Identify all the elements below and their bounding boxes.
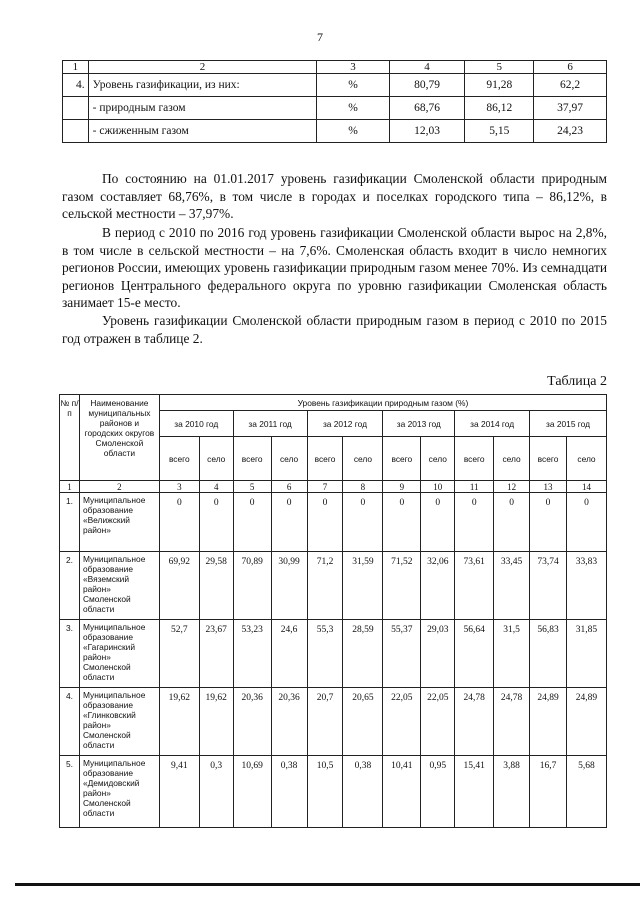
row-label: - природным газом	[88, 97, 317, 120]
table-row	[63, 74, 607, 97]
row-number: 4.	[63, 74, 89, 97]
row-value: 22,05	[383, 688, 421, 756]
header-year: за 2011 год	[233, 411, 307, 437]
header-total: всего	[455, 437, 494, 481]
column-index: 7	[307, 481, 343, 493]
row-value: 12,03	[389, 120, 465, 143]
table-row	[60, 493, 607, 552]
row-value: 0	[566, 493, 606, 552]
row-value: 19,62	[159, 688, 199, 756]
header-total: всего	[530, 437, 567, 481]
header-year: за 2014 год	[455, 411, 530, 437]
row-value: 91,28	[465, 74, 534, 97]
row-value: 80,79	[389, 74, 465, 97]
row-district-name: Муниципальное образование «Гагаринский район» Смоленской области	[79, 620, 159, 688]
header-rural: село	[343, 437, 383, 481]
paragraph	[62, 224, 607, 312]
row-value: 55,3	[307, 620, 343, 688]
row-value: 69,92	[159, 552, 199, 620]
column-index: 10	[421, 481, 455, 493]
row-value: 71,2	[307, 552, 343, 620]
row-value: 73,61	[455, 552, 494, 620]
row-value: 53,23	[233, 620, 271, 688]
row-value: 70,89	[233, 552, 271, 620]
table-header-row	[63, 61, 607, 74]
row-value: 19,62	[199, 688, 233, 756]
header-rural: село	[199, 437, 233, 481]
row-value: 0,38	[343, 756, 383, 828]
row-district-name: Муниципальное образование «Велижский район»	[79, 493, 159, 552]
row-value: 29,03	[421, 620, 455, 688]
column-index: 14	[566, 481, 606, 493]
paragraph-text: Уровень газификации Смоленской области природным газом в период с 2010 по 2015 год отражен в таблице 2.	[62, 313, 607, 346]
row-value: 0	[343, 493, 383, 552]
row-value: 23,67	[199, 620, 233, 688]
header-cell: 3	[317, 61, 389, 74]
header-group: Уровень газификации природным газом (%)	[159, 395, 606, 411]
footer-rule	[15, 883, 640, 886]
header-cell: 4	[389, 61, 465, 74]
column-index: 12	[494, 481, 530, 493]
gasification-summary-table	[62, 60, 607, 143]
header-year: за 2012 год	[307, 411, 383, 437]
column-index: 9	[383, 481, 421, 493]
row-value: 16,7	[530, 756, 567, 828]
paragraph	[62, 170, 607, 223]
column-index: 13	[530, 481, 567, 493]
row-label: Уровень газификации, из них:	[88, 74, 317, 97]
row-label: - сжиженным газом	[88, 120, 317, 143]
header-total: всего	[159, 437, 199, 481]
row-value: 0	[159, 493, 199, 552]
row-value: 0	[383, 493, 421, 552]
header-rural: село	[566, 437, 606, 481]
row-value: 24,78	[494, 688, 530, 756]
row-value: 86,12	[465, 97, 534, 120]
row-value: 0	[421, 493, 455, 552]
row-value: 5,68	[566, 756, 606, 828]
header-name: Наименование муниципальных районов и городских округов Смоленской области	[79, 395, 159, 481]
row-value: 62,2	[534, 74, 607, 97]
row-value: 0	[271, 493, 307, 552]
header-cell: 2	[88, 61, 317, 74]
header-cell: 1	[63, 61, 89, 74]
row-value: 24,6	[271, 620, 307, 688]
row-value: 31,5	[494, 620, 530, 688]
row-value: 73,74	[530, 552, 567, 620]
row-number: 3.	[60, 620, 80, 688]
row-value: 71,52	[383, 552, 421, 620]
row-number: 4.	[60, 688, 80, 756]
row-value: 29,58	[199, 552, 233, 620]
row-value: 24,89	[530, 688, 567, 756]
row-value: 20,36	[233, 688, 271, 756]
row-value: 0,3	[199, 756, 233, 828]
row-unit: %	[317, 120, 389, 143]
row-value: 20,7	[307, 688, 343, 756]
table-row	[60, 756, 607, 828]
row-value: 10,41	[383, 756, 421, 828]
row-value: 0,38	[271, 756, 307, 828]
row-value: 24,89	[566, 688, 606, 756]
table-row	[63, 97, 607, 120]
table-header-row	[60, 395, 607, 411]
row-value: 5,15	[465, 120, 534, 143]
row-value: 52,7	[159, 620, 199, 688]
table-row	[60, 620, 607, 688]
row-number: 1.	[60, 493, 80, 552]
header-num: № п/п	[60, 395, 80, 481]
row-value: 10,5	[307, 756, 343, 828]
header-cell: 6	[534, 61, 607, 74]
row-number: 5.	[60, 756, 80, 828]
row-value: 0	[233, 493, 271, 552]
row-unit: %	[317, 97, 389, 120]
row-district-name: Муниципальное образование «Глинковский район» Смоленской области	[79, 688, 159, 756]
paragraph	[62, 312, 607, 347]
column-index: 5	[233, 481, 271, 493]
row-value: 32,06	[421, 552, 455, 620]
paragraph-text: В период с 2010 по 2016 год уровень газификации Смоленской области вырос на 2,8%, в том числе в сельской местности – на 7,6%. Смоленская область входит в число немногих регионов России, имеющих уровень газификации природным газом менее 70%. Из семнадцати регионов Центрального федерального округа по уровню газификации Смоленская область занимает 15-е место.	[62, 225, 607, 310]
paragraph-text: По состоянию на 01.01.2017 уровень газификации Смоленской области природным газом составляет 68,76%, в том числе в городах и поселках городского типа – 86,12%, в сельской местности – 37,97%.	[62, 171, 607, 221]
row-district-name: Муниципальное образование «Демидовский район» Смоленской области	[79, 756, 159, 828]
header-total: всего	[233, 437, 271, 481]
table-row	[60, 552, 607, 620]
row-unit: %	[317, 74, 389, 97]
column-index: 3	[159, 481, 199, 493]
header-total: всего	[383, 437, 421, 481]
header-cell: 5	[465, 61, 534, 74]
row-value: 68,76	[389, 97, 465, 120]
header-year: за 2013 год	[383, 411, 455, 437]
row-value: 22,05	[421, 688, 455, 756]
row-value: 10,69	[233, 756, 271, 828]
row-number: 2.	[60, 552, 80, 620]
table-row	[60, 688, 607, 756]
row-value: 0,95	[421, 756, 455, 828]
table-row	[63, 120, 607, 143]
gasification-by-district-table	[59, 394, 607, 828]
row-value: 24,78	[455, 688, 494, 756]
row-value: 31,59	[343, 552, 383, 620]
row-value: 55,37	[383, 620, 421, 688]
table-caption: Таблица 2	[547, 374, 607, 389]
column-index: 4	[199, 481, 233, 493]
table-index-row	[60, 481, 607, 493]
row-value: 56,64	[455, 620, 494, 688]
row-value: 24,23	[534, 120, 607, 143]
row-value: 31,85	[566, 620, 606, 688]
row-value: 30,99	[271, 552, 307, 620]
row-value: 20,65	[343, 688, 383, 756]
row-value: 56,83	[530, 620, 567, 688]
row-district-name: Муниципальное образование «Вяземский район» Смоленской области	[79, 552, 159, 620]
row-value: 33,45	[494, 552, 530, 620]
header-rural: село	[421, 437, 455, 481]
row-number	[63, 97, 89, 120]
column-index: 2	[79, 481, 159, 493]
header-total: всего	[307, 437, 343, 481]
row-value: 9,41	[159, 756, 199, 828]
column-index: 8	[343, 481, 383, 493]
header-year: за 2010 год	[159, 411, 233, 437]
row-value: 20,36	[271, 688, 307, 756]
row-value: 33,83	[566, 552, 606, 620]
header-rural: село	[271, 437, 307, 481]
column-index: 1	[60, 481, 80, 493]
header-rural: село	[494, 437, 530, 481]
row-value: 15,41	[455, 756, 494, 828]
row-value: 3,88	[494, 756, 530, 828]
row-number	[63, 120, 89, 143]
row-value: 0	[307, 493, 343, 552]
row-value: 0	[199, 493, 233, 552]
column-index: 11	[455, 481, 494, 493]
row-value: 0	[494, 493, 530, 552]
row-value: 0	[530, 493, 567, 552]
row-value: 37,97	[534, 97, 607, 120]
header-year: за 2015 год	[530, 411, 607, 437]
page-number: 7	[317, 30, 323, 44]
column-index: 6	[271, 481, 307, 493]
row-value: 28,59	[343, 620, 383, 688]
row-value: 0	[455, 493, 494, 552]
